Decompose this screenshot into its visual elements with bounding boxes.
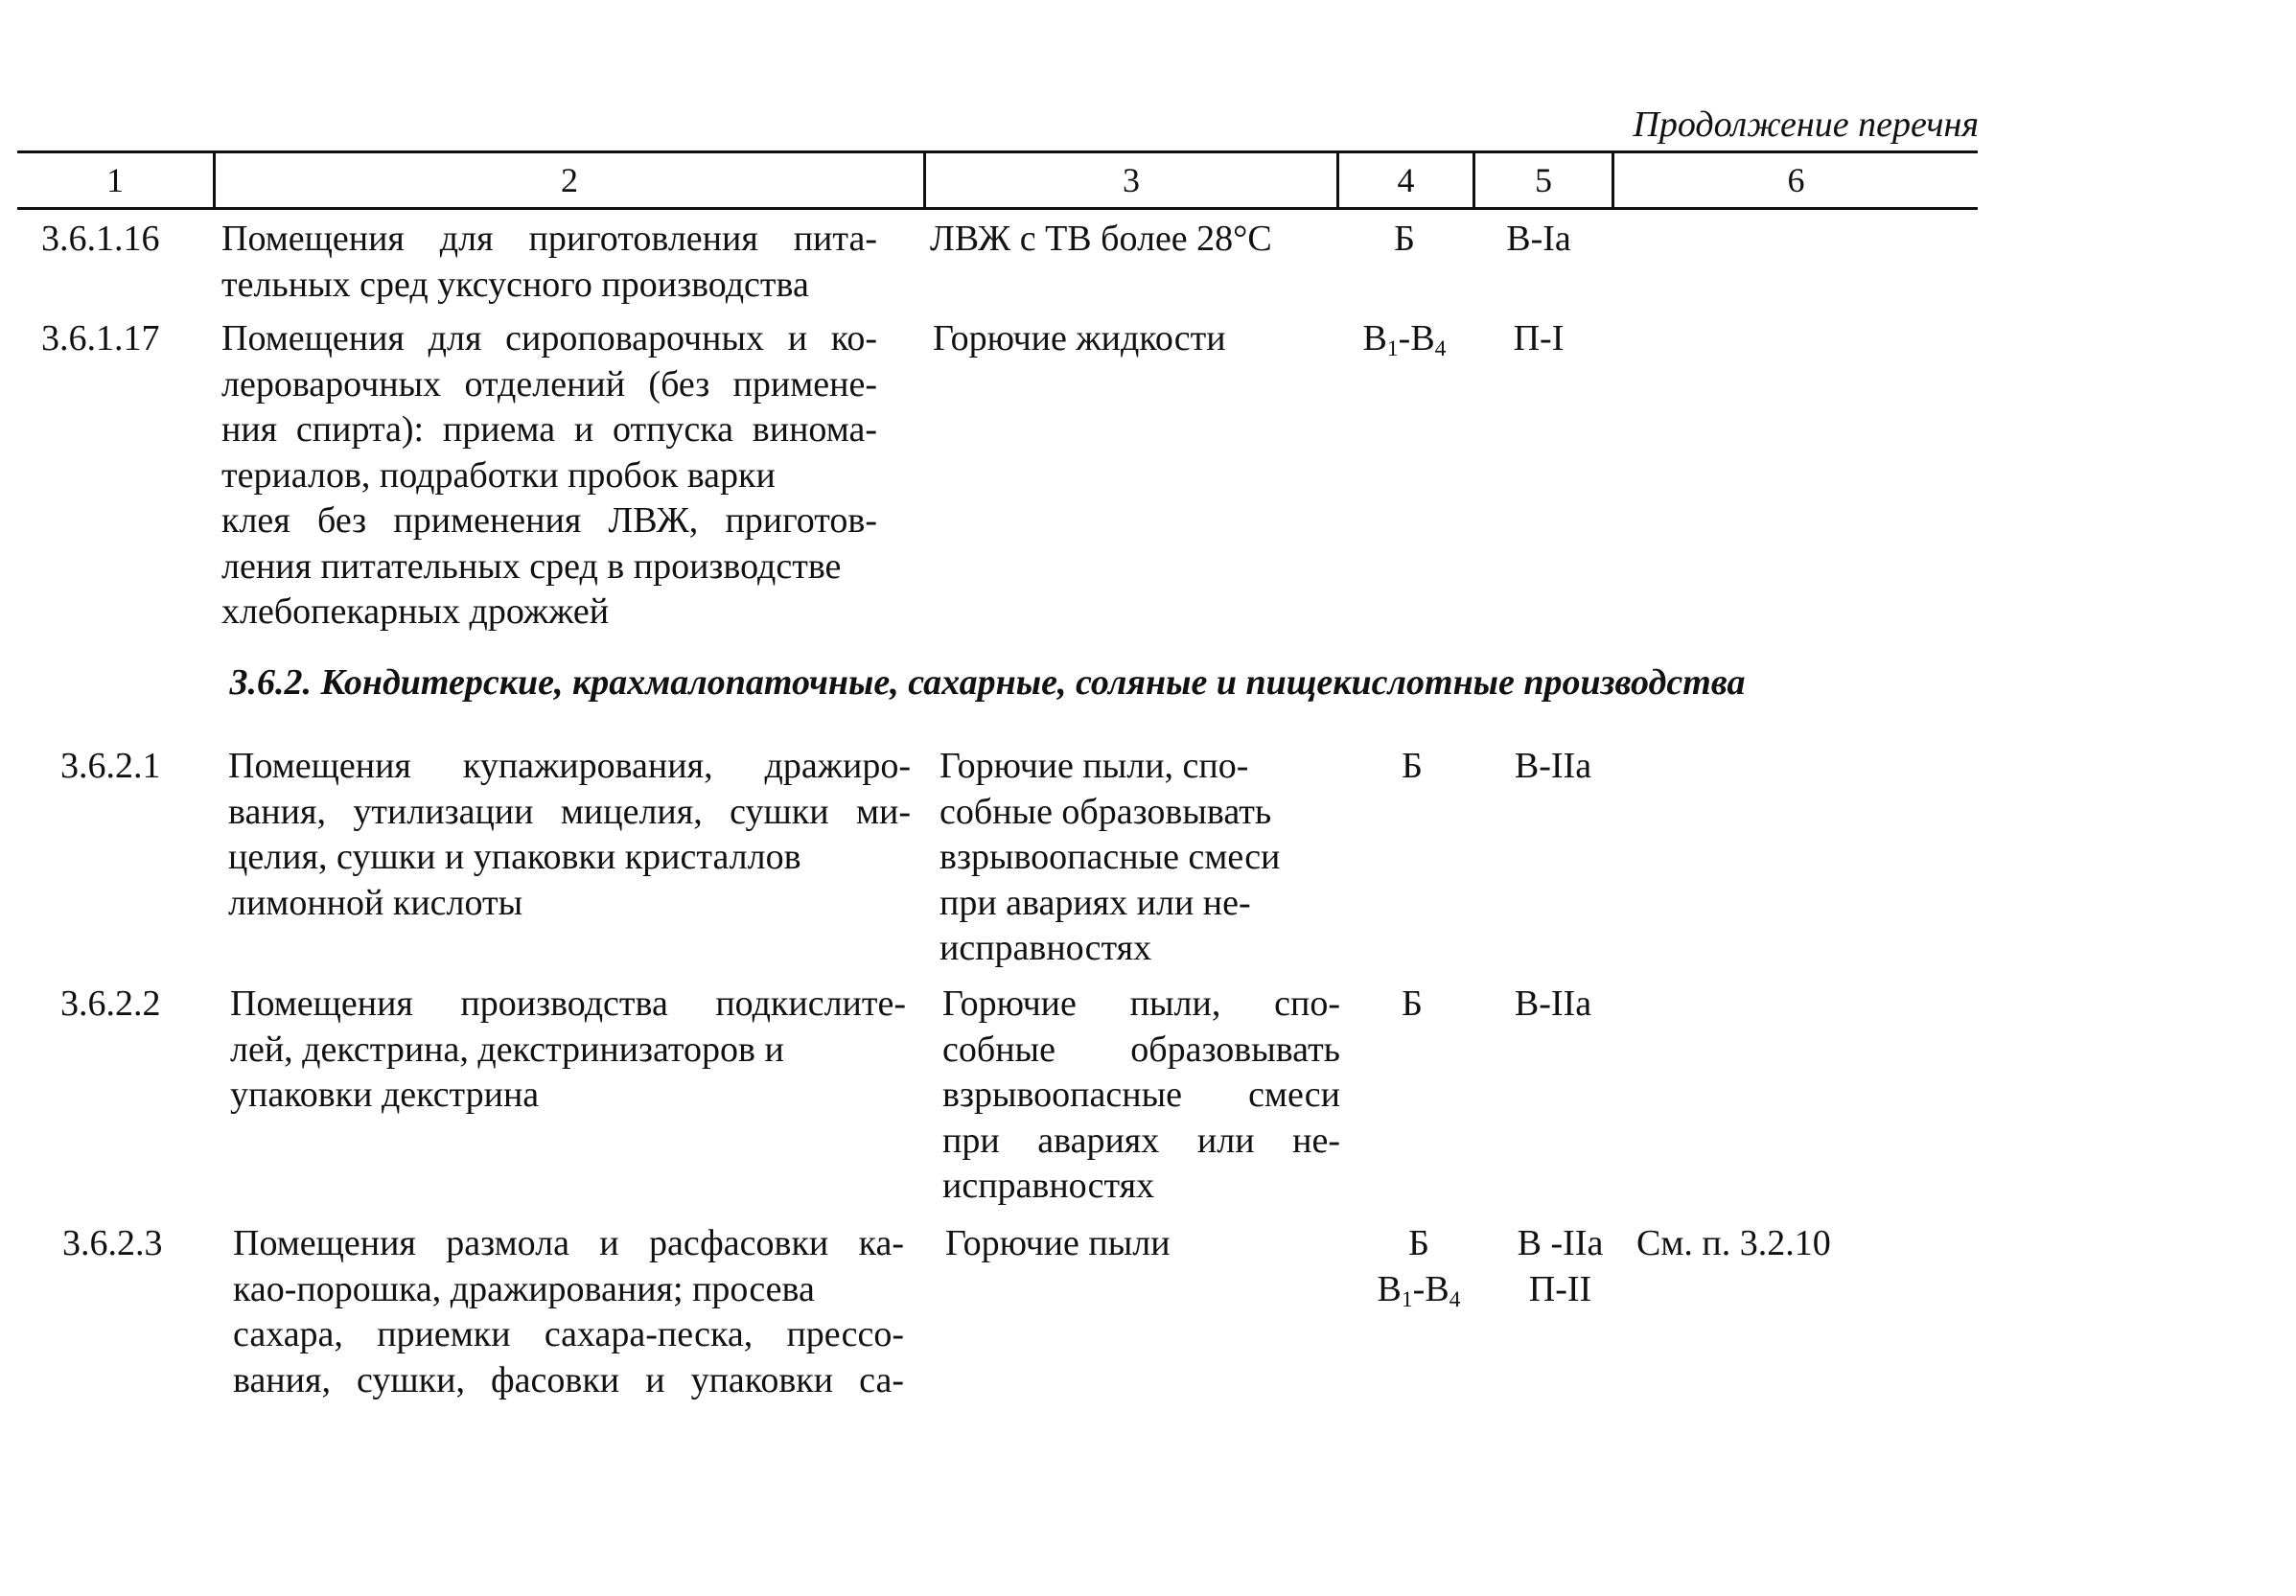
description-line: тельных сред уксусного производства: [221, 264, 809, 305]
material-line: Горючие пыли, спо-: [939, 746, 1249, 786]
zone-line: В-IIа: [1514, 746, 1592, 786]
description-line: ления питательных сред в производстве: [221, 545, 842, 587]
row-description: [230, 982, 906, 1119]
category-line: $В_1-В_4$: [1377, 1268, 1461, 1312]
row-category: [1342, 217, 1467, 263]
row-material: [939, 744, 1280, 972]
description-line: сахара, приемки сахара-песка, прессо-: [233, 1314, 904, 1354]
row-description: [228, 744, 911, 926]
material-line: исправностях: [939, 928, 1152, 968]
description-line: вания, сушки, фасовки и упаковки са-: [233, 1359, 904, 1400]
description-line: ния спирта): приема и отпуска винома-: [221, 409, 877, 450]
category-line: Б: [1394, 219, 1415, 259]
row-zone-class: [1491, 1221, 1630, 1312]
row-note: См. п. 3.2.10: [1636, 1223, 1831, 1263]
row-material: [933, 316, 1226, 362]
material-line: исправностях: [942, 1166, 1155, 1206]
zone-line: П-II: [1528, 1268, 1592, 1309]
header-col-2: 2: [561, 161, 578, 199]
description-line: Помещения купажирования, дражиро-: [228, 746, 911, 786]
row-material: [942, 982, 1340, 1210]
row-category: [1342, 316, 1467, 362]
material-line: при авариях или не-: [942, 1120, 1340, 1161]
description-line: целия, сушки и упаковки кристаллов: [228, 837, 801, 877]
description-line: лей, декстрина, декстринизаторов и: [230, 1029, 784, 1070]
header-col-1: 1: [106, 161, 124, 199]
row-description: [221, 217, 877, 308]
material-line: Горючие пыли, спо-: [942, 983, 1340, 1024]
row-number: 3.6.2.1: [60, 746, 161, 786]
row-number: 3.6.2.2: [60, 983, 161, 1024]
material-line: взрывоопасные смеси: [942, 1075, 1340, 1115]
header-col-4: 4: [1397, 161, 1415, 199]
material-line: при авариях или не-: [939, 882, 1251, 923]
description-line: вания, утилизации мицелия, сушки ми-: [228, 791, 911, 832]
material-line: Горючие пыли: [945, 1223, 1171, 1263]
material-line: взрывоопасные смеси: [939, 837, 1281, 877]
row-category: [1350, 982, 1474, 1028]
table-header: [17, 150, 1978, 210]
category-line: Б: [1402, 746, 1423, 786]
header-col-3: 3: [1123, 161, 1140, 199]
continuation-label: Продолжение перечня: [1633, 104, 1979, 145]
row-material: [930, 217, 1272, 263]
row-zone-class: [1476, 217, 1601, 263]
row-zone-class: [1491, 982, 1615, 1028]
description-line: лимонной кислоты: [228, 882, 523, 923]
category-line: $В_1-В_4$: [1362, 318, 1447, 361]
zone-line: В -IIа: [1517, 1223, 1604, 1263]
category-line: Б: [1402, 983, 1423, 1024]
description-line: Помещения производства подкислите-: [230, 983, 906, 1024]
description-line: хлебопекарных дрожжей: [221, 591, 610, 632]
description-line: клея без применения ЛВЖ, приготов-: [221, 500, 877, 541]
description-line: упаковки декстрина: [230, 1075, 540, 1115]
description-line: Помещения для сироповарочных и ко-: [221, 318, 877, 359]
category-line: Б: [1408, 1223, 1429, 1263]
row-category: [1357, 1221, 1481, 1312]
row-category: [1350, 744, 1474, 790]
row-number: 3.6.1.17: [41, 318, 160, 359]
zone-line: П-I: [1513, 318, 1565, 359]
section-title: 3.6.2. Кондитерские, крахмалопаточные, сахарные, соляные и пищекислотные производства: [229, 662, 1746, 703]
description-line: Помещения для приготовления пита-: [221, 219, 877, 259]
material-line: собные образовывать: [942, 1029, 1340, 1070]
material-line: ЛВЖ с ТВ более 28°С: [930, 219, 1272, 259]
row-description: [221, 316, 877, 636]
zone-line: В-IIа: [1514, 983, 1592, 1024]
row-description: [233, 1221, 904, 1403]
material-line: Горючие жидкости: [933, 318, 1226, 359]
zone-line: В-Iа: [1506, 219, 1571, 259]
row-zone-class: [1476, 316, 1601, 362]
material-line: собные образовывать: [939, 791, 1272, 832]
header-col-6: 6: [1787, 161, 1805, 199]
header-col-5: 5: [1535, 161, 1552, 199]
row-material: [945, 1221, 1171, 1267]
description-line: лероварочных отделений (без примене-: [221, 363, 877, 405]
row-zone-class: [1491, 744, 1615, 790]
row-number: 3.6.2.3: [62, 1223, 163, 1263]
description-line: Помещения размола и расфасовки ка-: [233, 1223, 904, 1263]
description-line: териалов, подработки пробок варки: [221, 454, 776, 496]
row-number: 3.6.1.16: [41, 219, 160, 259]
description-line: као-порошка, дражирования; просева: [233, 1268, 815, 1309]
